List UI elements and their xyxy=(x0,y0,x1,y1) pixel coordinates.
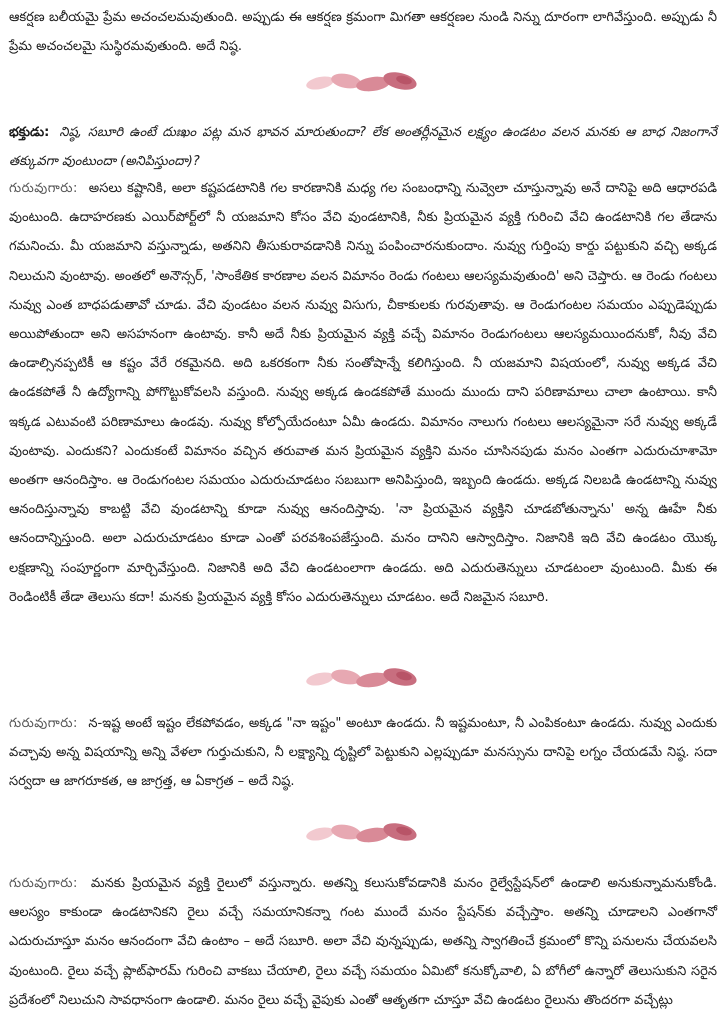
paragraph-devotee-question xyxy=(9,118,717,176)
paragraph-text: ఆకర్షణ బలీయమై ప్రేమ అచంచలమవుతుంది. అప్పుడు ఈ ఆకర్షణ క్రమంగా మిగతా ఆకర్షణల నుండి నిన్ను దూరంగా లాగివేస్తుంది. అప్పుడు నీ ప్రేమ అచంచలమై సుస్థిరమవుతుంది. అదే నిష్ఠ. xyxy=(9,10,717,55)
speaker-label-guru: గురువుగారు: xyxy=(9,716,78,731)
rose-petals-divider-icon xyxy=(298,67,428,97)
paragraph-guru-answer-airport xyxy=(9,174,717,612)
speaker-label-guru: గురువుగారు: xyxy=(9,181,78,196)
rose-petals-divider-icon xyxy=(298,818,428,848)
answer-text: మనకు ప్రియమైన వ్యక్తి రైలులో వస్తున్నారు. అతన్ని కలుసుకోవడానికి మనం రైల్వేస్టేషన్‌లో ఉండాలి అనుకున్నామనుకోండి. ఆలస్యం కాకుండా ఉండటానికని రైలు వచ్చే సమయానికన్నా గంట ముందే మనం స్టేషన్‌కు వచ్చేస్తాం. అతన్ని చూడాలని ఎంతగానో ఎదురుచూస్తూ మనం ఆనందంగా వేచి ఉంటాం – అదే సబూరి. అలా వేచి వున్నప్పుడు, అతన్ని స్వాగతించే క్రమంలో కొన్ని పనులను చేయవలసి వుంటుంది. రైలు వచ్చే ప్లాట్‌ఫారమ్ గురించి వాకబు చేయాలి, రైలు వచ్చే సమయం ఏమిటో కనుక్కోవాలి, ఏ బోగీలో ఉన్నారో తెలుసుకుని సరైన ప్రదేశంలో నిలుచుని సావధానంగా ఉండాలి. మనం రైలు వచ్చే వైపుకు ఎంతో ఆతృతగా చూస్తూ వేచి ఉండటం రైలును తొందరగా వచ్చేట్లు xyxy=(9,876,717,1008)
paragraph-nishta-intro xyxy=(9,3,717,61)
paragraph-guru-answer-nishta xyxy=(9,709,717,797)
paragraph-guru-answer-train xyxy=(9,869,717,1015)
rose-petals-divider-icon xyxy=(298,663,428,693)
answer-text: న-ఇష్ట అంటే ఇష్టం లేకపోవడం, అక్కడ "నా ఇష్టం" అంటూ ఉండదు. నీ ఇష్టమంటూ, నీ ఎంపికంటూ ఉండదు. నువ్వు ఎందుకు వచ్చావు అన్న విషయాన్ని అన్ని వేళలా గుర్తుచుకుని, నీ లక్ష్యాన్ని దృష్టిలో పెట్టుకుని ఎల్లప్పుడూ మనస్సును దానిపై లగ్నం చేయడమే నిష్ఠ. సదా సర్వదా ఆ జాగరూకత, ఆ జాగ్రత్త, ఆ ఏకాగ్రత – అదే నిష్ఠ. xyxy=(9,716,717,790)
speaker-label-guru: గురువుగారు: xyxy=(9,876,78,891)
speaker-label-devotee: భక్తుడు: xyxy=(9,125,50,140)
answer-text: అసలు కష్టానికి, అలా కష్టపడటానికి గల కారణానికి మధ్య గల సంబంధాన్ని నువ్వెలా చూస్తున్నావు అనే దానిపై అది ఆధారపడి వుంటుంది. ఉదాహరణకు ఎయిర్‌పోర్ట్‌లో నీ యజమాని కోసం వేచి వుండటానికి, నీకు ప్రియమైన వ్యక్తి గురించి వేచి ఉండటానికి గల తేడాను గమనించు. మీ యజమాని వస్తున్నాడు, అతనిని తీసుకురావడానికి నిన్ను పంపించారనుకుందాం. నువ్వు గుర్తింపు కార్డు పట్టుకుని వచ్చి అక్కడ నిలుచుని వుంటావు. అంతలో అనౌన్సర్, 'సాంకేతిక కారణాల వలన విమానం రెండు గంటలు ఆలస్యమవుతుంది' అని చెప్తారు. ఆ రెండు గంటలు నువ్వు ఎంత బాధపడుతావో చూడు. వేచి వుండటం వలన నువ్వు విసుగు, చీకాకులకు గురవుతావు. ఆ రెండుగంటల సమయం ఎప్పుడెప్పుడు అయిపోతుందా అని అసహనంగా ఉంటావు. కానీ అదే నీకు ప్రియమైన వ్యక్తి వచ్చే విమానం రెండుగంటలు ఆలస్యమయిందనుకో, నీవు వేచి ఉండాల్సినప్పటికీ ఆ కష్టం వేరే రకమైనది. అది ఒకరకంగా నీకు సంతోషాన్నే కలిగిస్తుంది. నీ యజమాని విషయంలో, నువ్వు అక్కడ వేచి ఉండకపోతే నీ ఉద్యోగాన్ని పోగొట్టుకోవలసి వస్తుంది. నువ్వు అక్కడ ఉండకపోతే ముందు ముందు దాని పరిణామాలు చాలా ఉంటాయి. కానీ ఇక్కడ ఎటువంటి పరిణామాలు ఉండవు. నువ్వు కోల్పోయేదంటూ ఏమీ ఉండదు. విమానం నాలుగు గంటలు ఆలస్యమైనా సరే నువ్వు అక్కడే వుంటావు. ఎందుకని? ఎందుకంటే విమానం వచ్చిన తరువాత మన ప్రియమైన వ్యక్తిని మనం చూసినపుడు మనం ఎంతగా ఎదురుచూశామో అంతగా ఆనందిస్తాం. ఆ రెండుగంటల సమయం ఎదురుచూడటం సబబుగా అనిపిస్తుంది, ఇబ్బంది ఉండదు. అక్కడ నిలబడి ఉండటాన్ని నువ్వు ఆనందిస్తున్నావు కాబట్టి వేచి వుండటాన్ని కూడా నువ్వు ఆనందిస్తావు. 'నా ప్రియమైన వ్యక్తిని చూడబోతున్నాను' అన్న ఊహే నీకు ఆనందాన్నిస్తుంది. అలా ఎదురుచూడటం కూడా ఎంతో పరవశింపజేస్తుంది. మనం దానిని ఆస్వాదిస్తాం. నిజానికి ఇది వేచి ఉండటం యొక్క లక్షణాన్ని సంపూర్ణంగా మార్చివేస్తుంది. నిజానికి అది వేచి ఉండటంలాగా ఉండదు. అది ఎదురుతెన్నులు చూడటంలా వుంటుంది. మీకు ఈ రెండింటికీ తేడా తెలుసు కదా! మనకు ప్రియమైన వ్యక్తి కోసం ఎదురుతెన్నులు చూడటం. అదే నిజమైన సబూరి. xyxy=(9,181,717,605)
question-text: నిష్ఠ, సబూరి ఉంటే దుఃఖం పట్ల మన భావన మారుతుందా? లేక అంతర్లీనమైన లక్ష్యం ఉండటం వలన మనకు ఆ బాధ నిజంగానే తక్కువగా వుంటుందా (అనిపిస్తుందా)? xyxy=(9,125,717,170)
